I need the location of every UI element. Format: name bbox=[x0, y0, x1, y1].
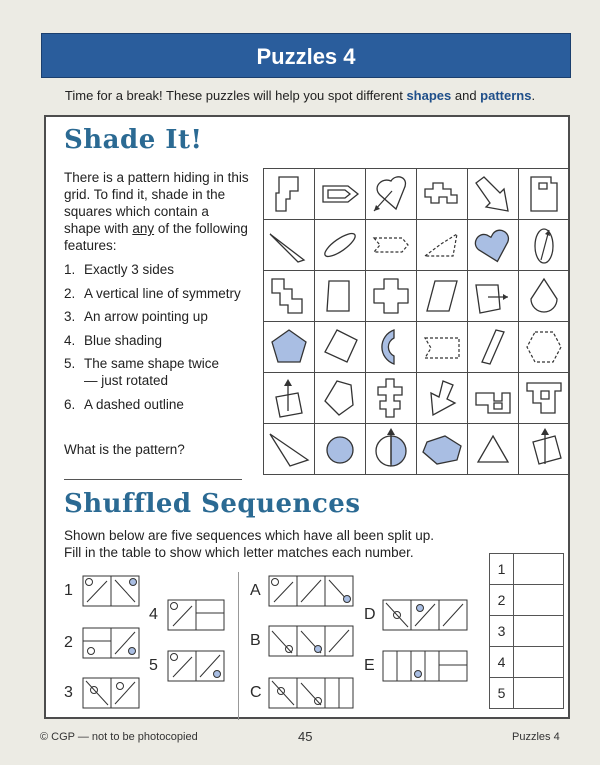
row-number: 5 bbox=[490, 678, 514, 709]
sequence-tiles-icon bbox=[167, 599, 225, 631]
desc-any: any bbox=[132, 221, 155, 236]
sequence-letter: B bbox=[250, 632, 261, 649]
sequence-tiles-icon bbox=[268, 677, 354, 709]
dashed-notched-rect-icon bbox=[417, 322, 467, 372]
feature-list bbox=[64, 261, 254, 419]
shuffled-instructions-1: Shown below are five sequences which have all been split up. bbox=[64, 528, 434, 543]
slim-bar-icon bbox=[468, 322, 518, 372]
feature-item bbox=[64, 396, 254, 413]
feature-num: 3. bbox=[64, 309, 76, 324]
sequence-number: 4 bbox=[149, 606, 158, 623]
shuffled-instructions-2: Fill in the table to show which letter matches each number. bbox=[64, 545, 414, 560]
ellipse-icon bbox=[315, 220, 365, 270]
zigzag-shape-icon bbox=[264, 271, 314, 321]
sequence-letter: C bbox=[250, 684, 262, 701]
dashed-hexagon-icon bbox=[519, 322, 569, 372]
grid-cell[interactable] bbox=[468, 220, 519, 271]
grid-cell[interactable] bbox=[264, 220, 315, 271]
feature-text: Blue shading bbox=[84, 332, 163, 348]
sequence-number: 5 bbox=[149, 657, 158, 674]
grid-cell[interactable] bbox=[417, 322, 468, 373]
sequence-a bbox=[250, 575, 354, 607]
pattern-question: What is the pattern? bbox=[64, 442, 185, 457]
half-circle-arrow-icon bbox=[366, 424, 416, 474]
grid-cell[interactable] bbox=[468, 169, 519, 220]
answer-line[interactable] bbox=[64, 479, 242, 480]
sequence-tiles-icon bbox=[167, 650, 225, 682]
feature-text: An arrow pointing up bbox=[84, 309, 208, 324]
shape-grid bbox=[263, 168, 570, 475]
feature-item bbox=[64, 261, 254, 278]
table-row bbox=[490, 647, 564, 678]
blue-circle-icon bbox=[315, 424, 365, 474]
feature-num: 5. bbox=[64, 356, 76, 371]
sequence-c bbox=[250, 677, 354, 709]
banner-title: Puzzles 4 bbox=[256, 44, 356, 69]
grid-cell[interactable] bbox=[264, 322, 315, 373]
tilted-square-icon bbox=[315, 322, 365, 372]
answer-cell[interactable] bbox=[514, 585, 564, 616]
table-row bbox=[490, 616, 564, 647]
grid-cell[interactable] bbox=[468, 424, 519, 475]
grid-cell[interactable] bbox=[264, 373, 315, 424]
grid-cell[interactable] bbox=[315, 271, 366, 322]
heart-arrow-icon bbox=[366, 169, 416, 219]
stepped-shape-icon bbox=[264, 169, 314, 219]
rounded-cross-icon bbox=[366, 271, 416, 321]
grid-cell[interactable] bbox=[417, 220, 468, 271]
answer-cell[interactable] bbox=[514, 616, 564, 647]
feature-num: 6. bbox=[64, 396, 76, 412]
blue-pentagon-icon bbox=[264, 322, 314, 372]
pentagon-outline-icon bbox=[315, 373, 365, 423]
dashed-parallelogram-icon bbox=[417, 220, 467, 270]
grid-cell[interactable] bbox=[264, 424, 315, 475]
intro-patterns: patterns bbox=[480, 88, 532, 103]
desc-end: of the following features: bbox=[64, 221, 248, 253]
sequence-1 bbox=[64, 575, 140, 607]
footer-section: Puzzles 4 bbox=[512, 731, 560, 743]
grid-cell[interactable] bbox=[468, 373, 519, 424]
sequence-letter: A bbox=[250, 582, 261, 599]
double-cross-icon bbox=[366, 373, 416, 423]
grid-cell[interactable] bbox=[417, 169, 468, 220]
feature-item bbox=[64, 355, 254, 389]
grid-cell[interactable] bbox=[366, 220, 417, 271]
sequence-5 bbox=[149, 650, 225, 682]
maze-shape-icon bbox=[468, 373, 518, 423]
grid-cell[interactable] bbox=[519, 220, 570, 271]
feature-item bbox=[64, 332, 254, 349]
grid-cell[interactable] bbox=[315, 220, 366, 271]
sequence-tiles-icon bbox=[82, 677, 140, 709]
feature-num: 4. bbox=[64, 332, 76, 348]
sequence-e bbox=[364, 650, 468, 682]
shuffled-sequences-title: Shuffled Sequences bbox=[64, 489, 361, 519]
shade-it-description bbox=[64, 169, 249, 254]
grid-cell[interactable] bbox=[519, 169, 570, 220]
teardrop-icon bbox=[519, 271, 569, 321]
grid-cell[interactable] bbox=[468, 271, 519, 322]
grid-cell[interactable] bbox=[417, 271, 468, 322]
trapezoid-icon bbox=[315, 271, 365, 321]
grid-cell[interactable] bbox=[519, 424, 570, 475]
desc-main: There is a pattern hiding in this grid. To find it, shade in the squares which contain a shape with bbox=[64, 170, 249, 236]
column-divider bbox=[238, 572, 239, 720]
diagonal-arrow-icon bbox=[468, 169, 518, 219]
grid-cell[interactable] bbox=[315, 424, 366, 475]
sequence-b bbox=[250, 625, 354, 657]
feature-num: 1. bbox=[64, 262, 76, 277]
down-arrow-shape-icon bbox=[417, 373, 467, 423]
page-banner bbox=[41, 33, 571, 78]
sequence-3 bbox=[64, 677, 140, 709]
intro-part: Time for a break! These puzzles will help you spot different bbox=[64, 88, 407, 103]
feature-text: A vertical line of symmetry bbox=[84, 285, 241, 301]
table-row bbox=[490, 554, 564, 585]
cross-stack-icon bbox=[417, 169, 467, 219]
answer-cell[interactable] bbox=[514, 647, 564, 678]
sequence-letter: D bbox=[364, 606, 376, 623]
grid-cell[interactable] bbox=[315, 373, 366, 424]
answer-cell[interactable] bbox=[514, 678, 564, 709]
obtuse-triangle-icon bbox=[264, 424, 314, 474]
row-number: 2 bbox=[490, 585, 514, 616]
square-up-arrow-icon bbox=[264, 373, 314, 423]
table-row bbox=[490, 585, 564, 616]
pencil-pentagon-icon bbox=[315, 169, 365, 219]
feature-item bbox=[64, 308, 254, 325]
sequence-tiles-icon bbox=[82, 627, 140, 659]
oval-arrow-icon bbox=[519, 220, 569, 270]
feature-text: Exactly 3 sides bbox=[84, 262, 175, 277]
intro-text bbox=[0, 88, 600, 103]
grid-cell[interactable] bbox=[264, 169, 315, 220]
grid-cell[interactable] bbox=[366, 322, 417, 373]
feature-text: The same shape twice — just rotated bbox=[84, 356, 220, 388]
grid-cell[interactable] bbox=[264, 271, 315, 322]
sequence-tiles-icon bbox=[382, 599, 468, 631]
sequence-d bbox=[364, 599, 468, 631]
puzzle-panel bbox=[44, 115, 570, 719]
table-row bbox=[490, 678, 564, 709]
grid-cell[interactable] bbox=[519, 373, 570, 424]
sequence-4 bbox=[149, 599, 225, 631]
intro-end: . bbox=[531, 88, 536, 103]
feature-item bbox=[64, 285, 254, 302]
footer-page-number: 45 bbox=[298, 729, 313, 744]
row-number: 4 bbox=[490, 647, 514, 678]
triangle-icon bbox=[468, 424, 518, 474]
feature-text: A dashed outline bbox=[84, 396, 184, 412]
blue-arc-icon bbox=[366, 322, 416, 372]
intro-shapes: shapes bbox=[406, 88, 452, 103]
grid-cell[interactable] bbox=[366, 424, 417, 475]
dashed-chevron-icon bbox=[366, 220, 416, 270]
grid-cell[interactable] bbox=[468, 322, 519, 373]
grid-cell[interactable] bbox=[366, 373, 417, 424]
maze-shape-rotated-icon bbox=[519, 373, 569, 423]
answer-cell[interactable] bbox=[514, 554, 564, 585]
square-up-arrow-icon bbox=[519, 424, 569, 474]
sequence-number: 2 bbox=[64, 634, 73, 651]
shade-it-title: Shade It! bbox=[64, 125, 203, 155]
quad-arrow-icon bbox=[468, 271, 518, 321]
sequence-2 bbox=[64, 627, 140, 659]
grid-cell[interactable] bbox=[519, 271, 570, 322]
grid-cell[interactable] bbox=[519, 322, 570, 373]
footer-copyright: © CGP — not to be photocopied bbox=[40, 731, 198, 743]
grid-cell[interactable] bbox=[315, 322, 366, 373]
row-number: 3 bbox=[490, 616, 514, 647]
intro-and: and bbox=[451, 88, 481, 103]
sequence-number: 3 bbox=[64, 684, 73, 701]
feature-num: 2. bbox=[64, 285, 76, 301]
grid-cell[interactable] bbox=[315, 169, 366, 220]
slanted-parallelogram-icon bbox=[417, 271, 467, 321]
sequence-tiles-icon bbox=[268, 625, 354, 657]
sequence-tiles-icon bbox=[268, 575, 354, 607]
sequence-letter: E bbox=[364, 657, 375, 674]
answer-table bbox=[489, 553, 564, 709]
grid-cell[interactable] bbox=[366, 271, 417, 322]
sequence-tiles-icon bbox=[382, 650, 468, 682]
row-number: 1 bbox=[490, 554, 514, 585]
notched-rect-icon bbox=[519, 169, 569, 219]
thin-triangle-icon bbox=[264, 220, 314, 270]
sequence-tiles-icon bbox=[82, 575, 140, 607]
blue-hexagon-icon bbox=[417, 424, 467, 474]
grid-cell[interactable] bbox=[417, 424, 468, 475]
blue-heart-icon bbox=[468, 220, 518, 270]
grid-cell[interactable] bbox=[366, 169, 417, 220]
grid-cell[interactable] bbox=[417, 373, 468, 424]
sequence-number: 1 bbox=[64, 582, 73, 599]
